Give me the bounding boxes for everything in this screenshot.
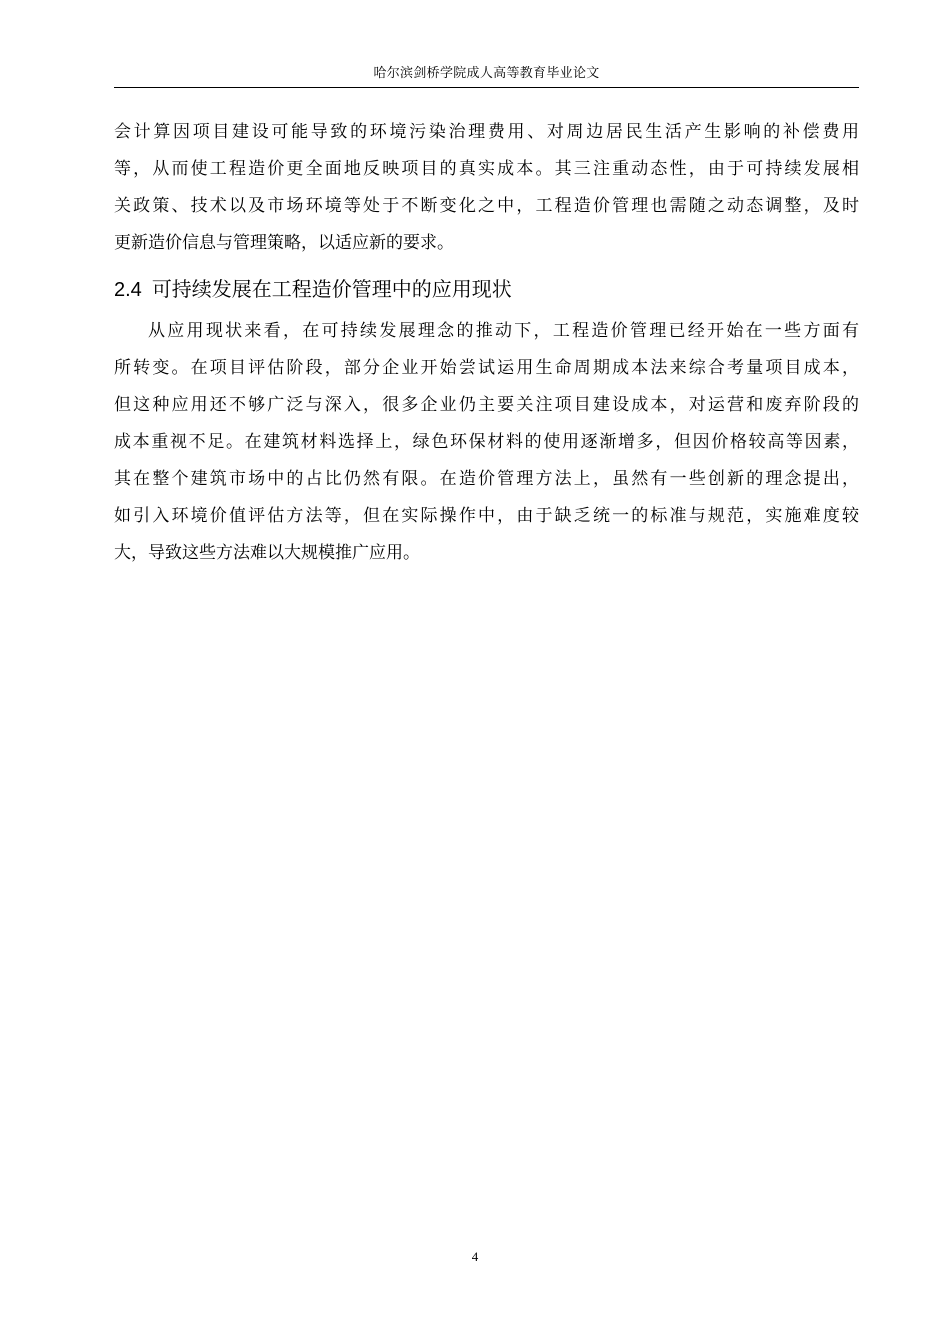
paragraph-line: 关政策、技术以及市场环境等处于不断变化之中，工程造价管理也需随之动态调整，及时 bbox=[114, 196, 859, 216]
paragraph-line: 更新造价信息与管理策略，以适应新的要求。 bbox=[114, 233, 454, 253]
paragraph-line: 但这种应用还不够广泛与深入，很多企业仍主要关注项目建设成本，对运营和废弃阶段的 bbox=[114, 395, 859, 415]
section-number: 2.4 bbox=[114, 279, 142, 301]
paragraph-line: 其在整个建筑市场中的占比仍然有限。在造价管理方法上，虽然有一些创新的理念提出， bbox=[114, 469, 859, 489]
header-rule bbox=[114, 87, 859, 88]
paragraph-line: 会计算因项目建设可能导致的环境污染治理费用、对周边居民生活产生影响的补偿费用 bbox=[114, 122, 859, 142]
paragraph-line: 所转变。在项目评估阶段，部分企业开始尝试运用生命周期成本法来综合考量项目成本， bbox=[114, 358, 859, 378]
section-title: 可持续发展在工程造价管理中的应用现状 bbox=[151, 277, 512, 301]
paragraph-line: 等，从而使工程造价更全面地反映项目的真实成本。其三注重动态性，由于可持续发展相 bbox=[114, 159, 859, 179]
page-number: 4 bbox=[471, 1249, 479, 1264]
paragraph-line: 从应用现状来看，在可持续发展理念的推动下，工程造价管理已经开始在一些方面有 bbox=[148, 321, 859, 341]
running-header: 哈尔滨剑桥学院成人高等教育毕业论文 bbox=[373, 66, 600, 81]
paragraph-line: 成本重视不足。在建筑材料选择上，绿色环保材料的使用逐渐增多，但因价格较高等因素， bbox=[114, 432, 859, 452]
paragraph-line: 大，导致这些方法难以大规模推广应用。 bbox=[114, 543, 420, 563]
paragraph-line: 如引入环境价值评估方法等，但在实际操作中，由于缺乏统一的标准与规范，实施难度较 bbox=[114, 506, 859, 526]
section-heading bbox=[114, 275, 512, 304]
